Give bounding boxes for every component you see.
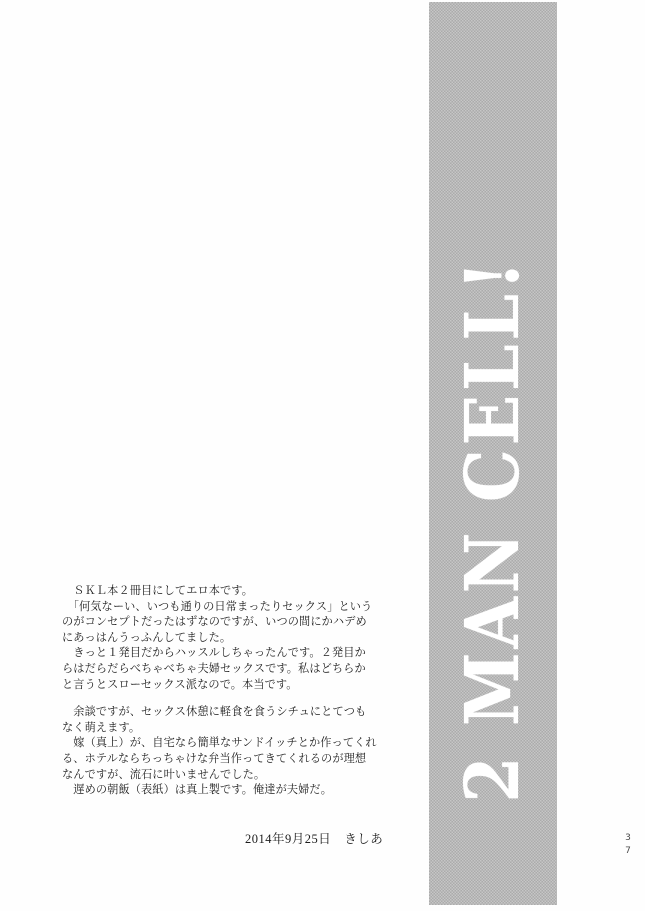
afterword-line: なんですが、流石に叶いませんでした。 <box>62 768 266 781</box>
afterword-line: と言うとスローセックス派なので。本当です。 <box>62 678 298 691</box>
page-number-digit: 3 <box>625 833 631 843</box>
afterword-paragraph-2 <box>62 705 377 799</box>
afterword-line: 余談ですが、セックス休憩に軽食を食うシチュにとてつも <box>62 706 367 719</box>
afterword-line: ＳＫＬ本２冊目にしてエロ本です。 <box>62 585 253 597</box>
afterword-text-block <box>62 584 377 799</box>
afterword-paragraph-1 <box>62 584 374 693</box>
afterword-line: にあっはんうっふんしてました。 <box>62 631 232 644</box>
afterword-line: きっと１発目だからハッスルしちゃったんです。２発目か <box>62 647 366 660</box>
afterword-line: なく萌えます。 <box>62 721 141 734</box>
banner-title-wrap <box>429 202 557 858</box>
page-number-digit: 7 <box>625 845 631 856</box>
side-banner <box>429 2 557 905</box>
afterword-line: のがコンセプトだったはずなのですが、いつの間にかハデめ <box>62 616 367 629</box>
afterword-line: 嫁（真上）が、自宅なら簡単なサンドイッチとか作ってくれ <box>62 737 377 750</box>
afterword-line: 遅めの朝飯（表紙）は真上製です。俺達が夫婦だ。 <box>62 784 333 797</box>
date-author-line: 2014年9月25日 きしあ <box>245 832 384 846</box>
afterword-line: る、ホテルならちっちゃけな弁当作ってきてくれるのが理想 <box>62 752 367 765</box>
afterword-line: らはだらだらべちゃべちゃ夫婦セックスです。私はどちらか <box>62 662 366 675</box>
banner-title: 2 MAN CELL! <box>450 257 536 803</box>
page-number <box>621 832 635 857</box>
afterword-line: 「何気なーい、いつも通りの日常まったりセックス」という <box>62 600 373 613</box>
